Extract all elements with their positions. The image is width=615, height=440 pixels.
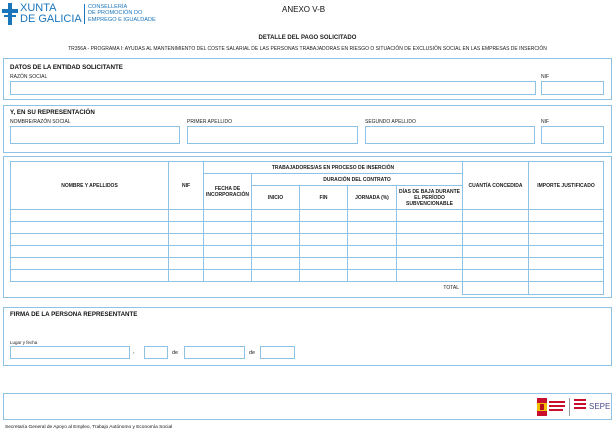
cell-nif[interactable] [169,246,204,258]
rep-nif-field[interactable] [541,126,604,144]
cell-nif[interactable] [169,234,204,246]
total-granted-cell[interactable] [463,282,529,295]
table-row [11,222,604,234]
table-row [11,258,604,270]
rep-name-label: NOMBRE/RAZÓN SOCIAL [10,119,71,125]
cell-incorporation[interactable] [204,222,252,234]
table-row [11,246,604,258]
document-title: DETALLE DEL PAGO SOLICITADO [258,35,357,41]
cell-justified[interactable] [529,222,604,234]
rep-surname2-field[interactable] [365,126,535,144]
entity-section-title: DATOS DE LA ENTIDAD SOLICITANTE [10,64,123,71]
cell-nif[interactable] [169,222,204,234]
col-incorporation-header: FECHA DE INCORPORACIÓN [204,174,252,210]
cell-granted[interactable] [463,246,529,258]
cell-end[interactable] [300,270,348,282]
cell-end[interactable] [300,258,348,270]
business-name-field[interactable] [10,81,536,95]
rep-surname1-field[interactable] [187,126,358,144]
col-start-header: INICIO [252,186,300,210]
department-line1: CONSELLERÍA [88,4,128,10]
department-name [88,4,156,23]
year-field[interactable] [260,346,295,359]
entity-nif-label: NIF [541,74,550,80]
rep-surname2-label: SEGUNDO APELLIDO [365,119,416,125]
col-nif-header: NIF [169,162,204,210]
place-date-label: Lugar y fecha [10,340,38,345]
cell-name[interactable] [11,234,169,246]
cell-leave[interactable] [397,210,463,222]
cell-justified[interactable] [529,270,604,282]
cell-leave[interactable] [397,222,463,234]
cell-leave[interactable] [397,270,463,282]
cell-granted[interactable] [463,270,529,282]
cell-start[interactable] [252,258,300,270]
contract-group-header: DURACIÓN DEL CONTRATO [252,174,463,186]
cell-workday[interactable] [348,270,397,282]
rep-name-field[interactable] [10,126,180,144]
cell-name[interactable] [11,270,169,282]
table-row [11,270,604,282]
cell-name[interactable] [11,246,169,258]
col-justified-header: IMPORTE JUSTIFICADO [529,162,604,210]
cell-justified[interactable] [529,234,604,246]
cell-workday[interactable] [348,246,397,258]
org-name-line2: DE GALICIA [20,13,82,25]
cell-granted[interactable] [463,234,529,246]
cell-workday[interactable] [348,210,397,222]
cell-incorporation[interactable] [204,210,252,222]
cell-incorporation[interactable] [204,270,252,282]
cell-incorporation[interactable] [204,258,252,270]
cell-start[interactable] [252,234,300,246]
cell-workday[interactable] [348,258,397,270]
cell-justified[interactable] [529,210,604,222]
col-granted-header: CUANTÍA CONCEDIDA [463,162,529,210]
cell-name[interactable] [11,258,169,270]
logo-divider [84,4,85,24]
business-name-label: RAZÓN SOCIAL [10,74,48,80]
cell-start[interactable] [252,222,300,234]
annex-label: ANEXO V-B [282,5,326,14]
de-label-2: de [249,350,256,356]
day-field[interactable] [144,346,168,359]
sepe-logo-text: SEPE [589,402,611,411]
col-workday-header: JORNADA (%) [348,186,397,210]
de-label-1: de [172,350,179,356]
total-label: TOTAL [11,282,463,295]
cell-justified[interactable] [529,246,604,258]
cell-end[interactable] [300,222,348,234]
table-row [11,234,604,246]
rep-surname1-label: PRIMER APELLIDO [187,119,233,125]
cell-leave[interactable] [397,234,463,246]
col-leave-header: DÍAS DE BAJA DURANTE EL PERÍODO SUBVENCIONABLE [397,186,463,210]
footer-secretariat: Secretaría General de Apoyo al Empleo, Trabajo Autónomo y Economía Social [5,425,173,430]
cell-end[interactable] [300,246,348,258]
table-row [11,210,604,222]
cell-incorporation[interactable] [204,234,252,246]
cell-start[interactable] [252,210,300,222]
cell-granted[interactable] [463,222,529,234]
cell-incorporation[interactable] [204,246,252,258]
cell-justified[interactable] [529,258,604,270]
org-name-line1: XUNTA [20,2,57,14]
department-line2: DE PROMOCIÓN DO [88,10,143,17]
cell-end[interactable] [300,234,348,246]
workers-table [10,161,604,295]
cell-granted[interactable] [463,258,529,270]
cell-workday[interactable] [348,234,397,246]
total-justified-cell[interactable] [529,282,604,295]
workers-group-header: TRABAJADORES/AS EN PROCESO DE INSERCIÓN [204,162,463,174]
entity-nif-field[interactable] [541,81,604,95]
sepe-emblem-icon [574,399,586,409]
month-field[interactable] [184,346,245,359]
place-field[interactable] [10,346,130,359]
cell-nif[interactable] [169,258,204,270]
cell-leave[interactable] [397,258,463,270]
workers-table-body [11,210,604,282]
cell-name[interactable] [11,222,169,234]
rep-nif-label: NIF [541,119,550,125]
document-subtitle: TR356A - PROGRAMA I: AYUDAS AL MANTENIMIENTO DEL COSTE SALARIAL DE LAS PERSONAS TRABAJADORAS EN RIESGO O SITUACIÓN DE EXCLUSIÓN SOCIAL EN LAS EMPRESAS DE INSERCIÓN [68,46,547,52]
department-line3: EMPREGO E IGUALDADE [88,16,156,23]
cell-end[interactable] [300,210,348,222]
comma-separator: , [133,349,135,355]
cell-start[interactable] [252,246,300,258]
cell-start[interactable] [252,270,300,282]
cell-nif[interactable] [169,210,204,222]
col-name-header: NOMBRE Y APELLIDOS [11,162,169,210]
cell-leave[interactable] [397,246,463,258]
spanish-government-logo-icon [537,398,565,416]
representative-section-title: Y, EN SU REPRESENTACIÓN [10,109,95,116]
cell-granted[interactable] [463,210,529,222]
col-end-header: FIN [300,186,348,210]
footer-logo-divider [569,398,570,416]
org-name [20,3,82,25]
cell-name[interactable] [11,210,169,222]
cell-workday[interactable] [348,222,397,234]
footer-panel [3,393,612,420]
cell-nif[interactable] [169,270,204,282]
signature-section-title: FIRMA DE LA PERSONA REPRESENTANTE [10,311,138,318]
xunta-emblem-icon [2,3,18,25]
